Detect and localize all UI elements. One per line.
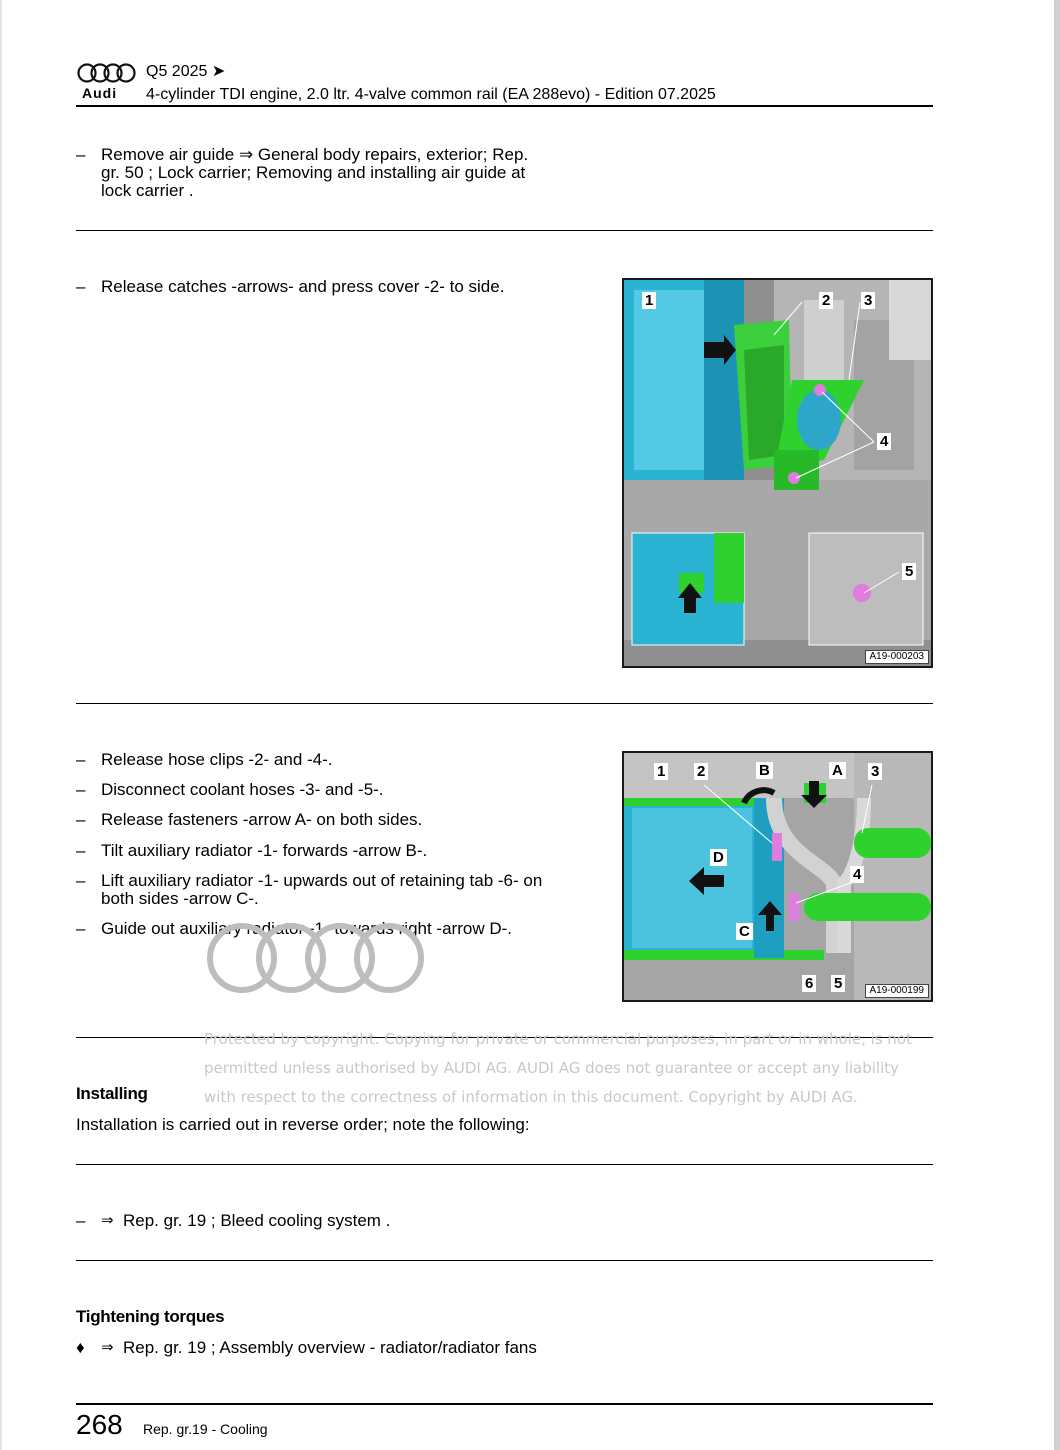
figure-code: A19-000203 [865,650,930,664]
header-rule [76,105,933,107]
section-divider [76,230,933,231]
step-dash: – [76,277,86,296]
audi-rings-logo [76,62,136,84]
callout-label: A [829,762,846,779]
callout-label: 6 [802,975,816,992]
reference-arrow: ⇒ [101,1212,114,1229]
step-text: Release catches -arrows- and press cover -2- to side. [101,277,505,296]
callout-label: 1 [654,763,668,780]
engine-bay-illustration [624,280,931,666]
model-title: Q5 2025 ➤ [146,63,226,80]
installing-heading: Installing [76,1084,148,1103]
step-text-line: lock carrier . [101,181,194,200]
callout-label: C [736,923,753,940]
figure-auxiliary-radiator [622,751,933,1002]
installing-text: Installation is carried out in reverse order; note the following: [76,1115,530,1134]
step-dash: – [76,1211,86,1230]
watermark-line: Protected by copyright. Copying for private or commercial purposes, in part or in whole, is not [204,1030,912,1048]
callout-label: 5 [902,563,916,580]
section-divider [76,1164,933,1165]
page-number: 268 [76,1409,123,1440]
step-dash: – [76,841,86,860]
step-dash: – [76,810,86,829]
callout-label: 2 [819,292,833,309]
step-text-line: Remove air guide ⇒ General body repairs, exterior; Rep. [101,145,529,164]
callout-label: 3 [868,763,882,780]
watermark-line: with respect to the correctness of information in this document. Copyright by AUDI AG. [204,1088,858,1106]
step-text: Release hose clips -2- and -4-. [101,750,333,769]
step-dash: – [76,780,86,799]
callout-label: 2 [694,763,708,780]
callout-label: 3 [861,292,875,309]
step-text-line: gr. 50 ; Lock carrier; Removing and installing air guide at [101,163,526,182]
step-dash: – [76,871,86,890]
watermark-line: permitted unless authorised by AUDI AG. AUDI AG does not guarantee or accept any liability [204,1059,900,1077]
footer-rule [76,1403,933,1405]
callout-label: 4 [877,433,891,450]
callout-label: 4 [850,866,864,883]
callout-label: D [710,849,727,866]
bullet-icon: ♦ [76,1338,85,1357]
section-divider [76,1260,933,1261]
reference-link-bleed[interactable]: Rep. gr. 19 ; Bleed cooling system . [123,1211,391,1230]
watermark-audi-rings [204,918,428,998]
page-edge-right [1054,0,1060,1450]
step-text: Disconnect coolant hoses -3- and -5-. [101,780,384,799]
figure-cover-release [622,278,933,668]
reference-arrow: ⇒ [101,1339,114,1356]
callout-label: 1 [642,292,656,309]
document-subtitle: 4-cylinder TDI engine, 2.0 ltr. 4-valve common rail (EA 288evo) - Edition 07.2025 [146,86,716,103]
step-dash: – [76,145,86,164]
step-text: Release fasteners -arrow A- on both sides. [101,810,423,829]
step-text: Lift auxiliary radiator -1- upwards out of retaining tab -6- on [101,871,543,890]
callout-label: 5 [831,975,845,992]
callout-label: B [756,762,773,779]
torques-heading: Tightening torques [76,1307,225,1326]
step-text-continued: both sides -arrow C-. [101,889,259,908]
page-edge-left [0,0,2,1450]
step-text: Tilt auxiliary radiator -1- forwards -arrow B-. [101,841,428,860]
step-dash: – [76,919,86,938]
step-text: Guide out auxiliary radiator -1- towards right -arrow D-. [101,919,512,938]
section-divider [76,703,933,704]
footer-section: Rep. gr.19 - Cooling [143,1421,268,1437]
step-dash: – [76,750,86,769]
figure-code: A19-000199 [865,984,930,998]
reference-link-assembly-overview[interactable]: Rep. gr. 19 ; Assembly overview - radiator/radiator fans [123,1338,537,1357]
radiator-illustration [624,753,931,1000]
audi-wordmark: Audi [82,85,118,101]
